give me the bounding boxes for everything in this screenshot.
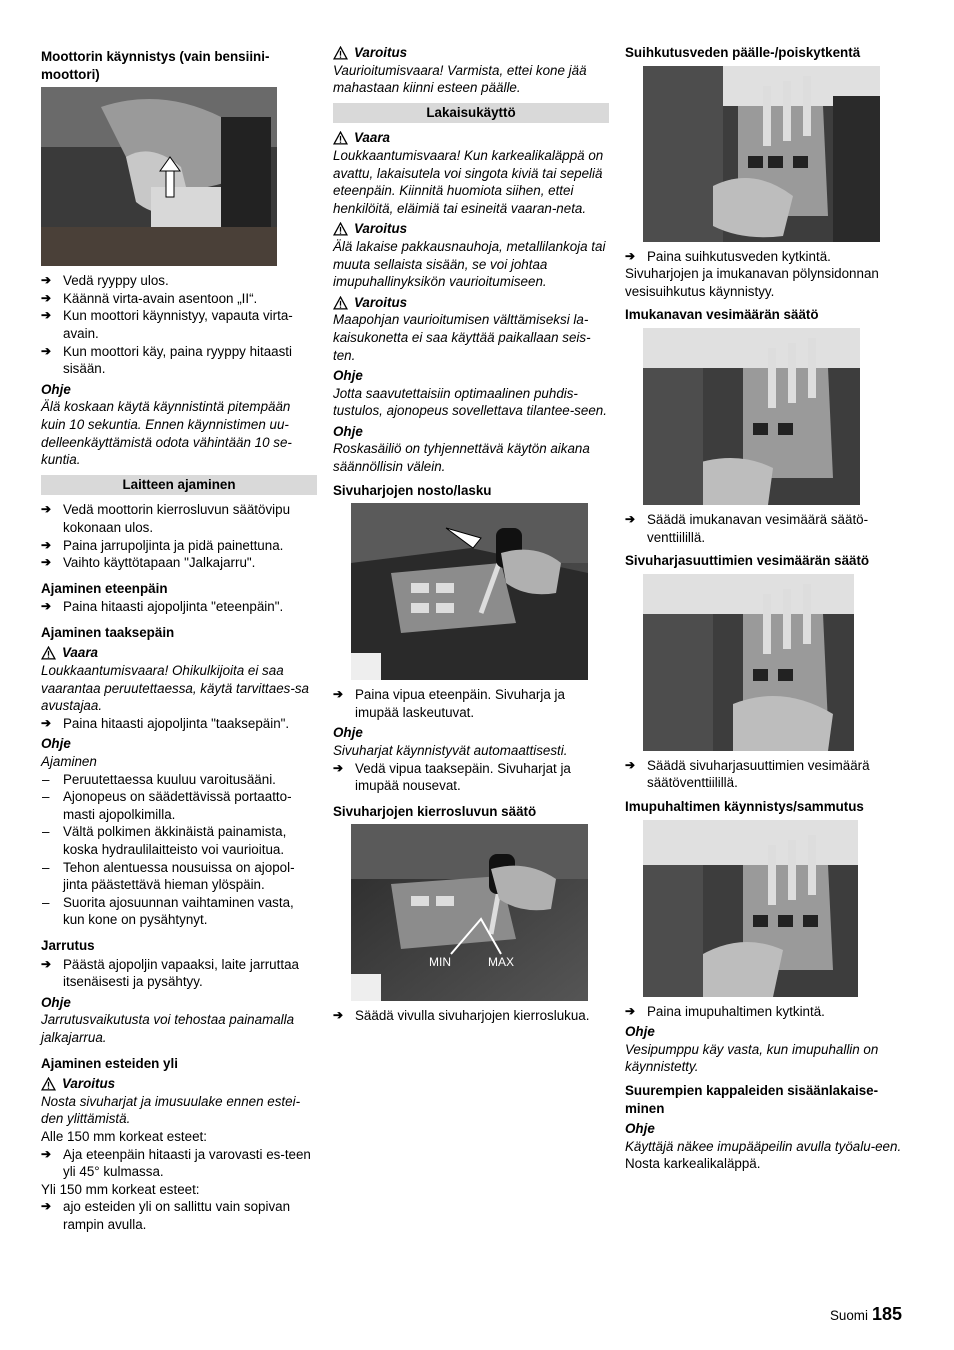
obstacle-over-step: ➔ ajo esteiden yli on sallittu vain sopivan rampin avulla. — [41, 1198, 317, 1233]
warning-triangle-icon — [333, 131, 348, 145]
large-objects-text: Nosta karkealikaläppä. — [625, 1156, 761, 1172]
heading-suction-fan: Imupuhaltimen käynnistys/sammutus — [625, 798, 864, 814]
heading-brush-lift: Sivuharjojen nosto/lasku — [333, 482, 492, 498]
max-label: MAX — [488, 955, 515, 970]
obstacle-over-150: Yli 150 mm korkeat esteet: — [41, 1181, 200, 1197]
danger-text: Loukkaantumisvaara! Kun karkealikaläppä on avattu, lakaisutela voi singota kiviä tai sepeliä eteenpäin. Kiinnitä huomiota siihen, ettei henkilöitä, eläimiä tai esineitä vaaran-neta. — [333, 147, 604, 216]
danger-text: Loukkaantumisvaara! Ohikulkijoita ei saa vaarantaa peruutettaessa, käytä tarvittaes-sa avustajaa. — [41, 663, 309, 714]
note-label: Ohje — [333, 725, 363, 741]
note-text: Roskasäiliö on tyhjennettävä käytön aikana säännöllisin välein. — [333, 441, 590, 475]
note-label: Ohje — [41, 381, 71, 397]
drive-step-1: ➔ Vedä moottorin kierrosluvun säätövipu kokonaan ulos. — [41, 501, 317, 536]
warning-triangle-icon — [333, 222, 348, 236]
photo-choke-control — [41, 87, 277, 266]
drive-step-3: ➔ Vaihto käyttötapaan "Jalkajarru". — [41, 554, 317, 572]
heading-obstacle: Ajaminen esteiden yli — [41, 1055, 178, 1071]
reverse-step: ➔ Paina hitaasti ajopoljinta "taaksepäin". — [41, 715, 317, 733]
heading-brush-speed: Sivuharjojen kierrosluvun säätö — [333, 803, 537, 819]
note-label: Ohje — [41, 994, 71, 1010]
note-item: – Ajonopeus on säädettävissä portaatto-masti ajopolkimilla. — [41, 788, 317, 823]
start-step-4: ➔ Kun moottori käy, paina ryyppy hitaasti sisään. — [41, 343, 317, 378]
obstacle-under-step: ➔ Aja eteenpäin hitaasti ja varovasti es-teen yli 45° kulmassa. — [41, 1146, 317, 1181]
note-item: – Tehon alentuessa nousuissa on ajopol-jinta päästettävä hieman ylöspäin. — [41, 859, 317, 894]
note-text: Jotta saavutettaisiin optimaalinen puhdis-tustulos, ajonopeus sovellettava tilantee-seen. — [333, 385, 607, 419]
warning-triangle-icon — [333, 296, 348, 310]
heading-engine-start: Moottorin käynnistys (vain bensiini-moottori) — [41, 49, 270, 82]
forward-step: ➔ Paina hitaasti ajopoljinta "eteenpäin". — [41, 598, 317, 616]
warning-label: Varoitus — [41, 1075, 317, 1093]
photo-brush-speed — [351, 824, 588, 1001]
start-step-2: ➔ Käännä virta-avain asentoon „II“. — [41, 290, 317, 308]
photo-nozzle-water-valve — [643, 574, 854, 751]
danger-label: Vaara — [41, 644, 317, 662]
photo-suction-water-valve — [643, 328, 860, 505]
note-text: Jarrutusvaikutusta voi tehostaa painamalla jalkajarrua. — [41, 1012, 295, 1045]
danger-label: Vaara — [333, 129, 609, 147]
photo-brush-lever-forward — [351, 503, 588, 680]
warning-text: Nosta sivuharjat ja imusuulake ennen estei-den ylittämistä. — [41, 1093, 301, 1127]
fan-step: ➔ Paina imupuhaltimen kytkintä. — [625, 1003, 903, 1021]
warning-label: Varoitus — [333, 44, 609, 62]
warning-text: Älä lakaise pakkausnauhoja, metallilankoja tai muuta sellaista sisään, se voi johtaa imupuhallinyksikön vaurioitumiseen. — [333, 238, 606, 290]
heading-brake: Jarrutus — [41, 937, 95, 953]
warning-label: Varoitus — [333, 220, 609, 238]
heading-nozzle-water: Sivuharjasuuttimien vesimäärän säätö — [625, 553, 870, 569]
heading-spray-water: Suihkutusveden päälle-/poiskytkentä — [625, 45, 861, 60]
footer-language: Suomi — [829, 1308, 868, 1323]
note-item: – Peruutettaessa kuuluu varoitusääni. — [41, 771, 317, 789]
drive-step-2: ➔ Paina jarrupoljinta ja pidä painettuna. — [41, 537, 317, 555]
section-bar-sweeping: Lakaisukäyttö — [333, 103, 609, 124]
obstacle-under-150: Alle 150 mm korkeat esteet: — [41, 1128, 207, 1144]
note-text: Älä koskaan käytä käynnistintä pitempään kuin 10 sekuntia. Ennen käynnistimen uu-delleenkäyttämistä odota vähintään 10 se-kuntia. — [41, 399, 292, 468]
start-step-1: ➔ Vedä ryyppy ulos. — [41, 272, 317, 290]
section-bar-driving: Laitteen ajaminen — [41, 475, 317, 496]
photo-spray-switch — [643, 66, 880, 242]
note-label: Ohje — [625, 1121, 655, 1137]
nozzle-water-step: ➔ Säädä sivuharjasuuttimien vesimäärä säätöventtiilillä. — [625, 757, 903, 792]
note-text: Vesipumppu käy vasta, kun imupuhallin on käynnistetty. — [625, 1041, 879, 1075]
warning-triangle-icon — [41, 1077, 56, 1091]
photo-fan-switch — [643, 820, 858, 997]
heading-suction-water: Imukanavan vesimäärän säätö — [625, 307, 819, 323]
heading-large-objects: Suurempien kappaleiden sisäänlakaise-minen — [625, 1082, 879, 1116]
warning-text: Maapohjan vaurioitumisen välttämiseksi la-kaisukonetta ei saa käyttää paikallaan seis-ten. — [333, 312, 591, 363]
suction-water-step: ➔ Säädä imukanavan vesimäärä säätö-venttiilillä. — [625, 511, 903, 546]
note-item: – Suorita ajosuunnan vaihtaminen vasta, kun kone on pysähtynyt. — [41, 894, 317, 929]
note-label: Ohje — [625, 1024, 655, 1040]
heading-forward: Ajaminen eteenpäin — [41, 580, 168, 596]
warning-text: Vaurioitumisvaara! Varmista, ettei kone jää mahastaan kiinni esteen päälle. — [333, 62, 587, 96]
min-label: MIN — [429, 955, 451, 970]
spray-step: ➔ Paina suihkutusveden kytkintä. — [625, 248, 903, 266]
speed-step: ➔ Säädä vivulla sivuharjojen kierroslukua. — [333, 1007, 609, 1025]
warning-triangle-icon — [41, 646, 56, 660]
page-footer — [806, 1306, 902, 1325]
note-label: Ohje — [333, 423, 363, 439]
photo-brush-speed-lever — [351, 824, 588, 1001]
heading-reverse: Ajaminen taaksepäin — [41, 624, 175, 640]
brake-step: ➔ Päästä ajopoljin vapaaksi, laite jarruttaa itsenäisesti ja pysähtyy. — [41, 956, 317, 991]
page-number: 185 — [871, 1304, 902, 1324]
warning-triangle-icon — [333, 46, 348, 60]
note-text: Ajaminen — [41, 754, 97, 770]
lift-step: ➔ Paina vipua eteenpäin. Sivuharja ja imupää laskeutuvat. — [333, 686, 609, 721]
note-label: Ohje — [333, 368, 363, 384]
note-text: Sivuharjat käynnistyvät automaattisesti. — [333, 743, 568, 759]
spray-text: Sivuharjojen ja imukanavan pölynsidonnan vesisuihkutus käynnistyy. — [625, 266, 879, 299]
note-label: Ohje — [41, 736, 71, 752]
note-item: – Vältä polkimen äkkinäistä painamista, koska hydraulilaitteisto voi vaurioitua. — [41, 823, 317, 858]
lift-step-2: ➔ Vedä vipua taaksepäin. Sivuharjat ja imupää nousevat. — [333, 760, 609, 795]
warning-label: Varoitus — [333, 294, 609, 312]
start-step-3: ➔ Kun moottori käynnistyy, vapauta virta-avain. — [41, 307, 317, 342]
note-text: Käyttäjä näkee imupääpeilin avulla työalu-een. — [625, 1138, 902, 1154]
